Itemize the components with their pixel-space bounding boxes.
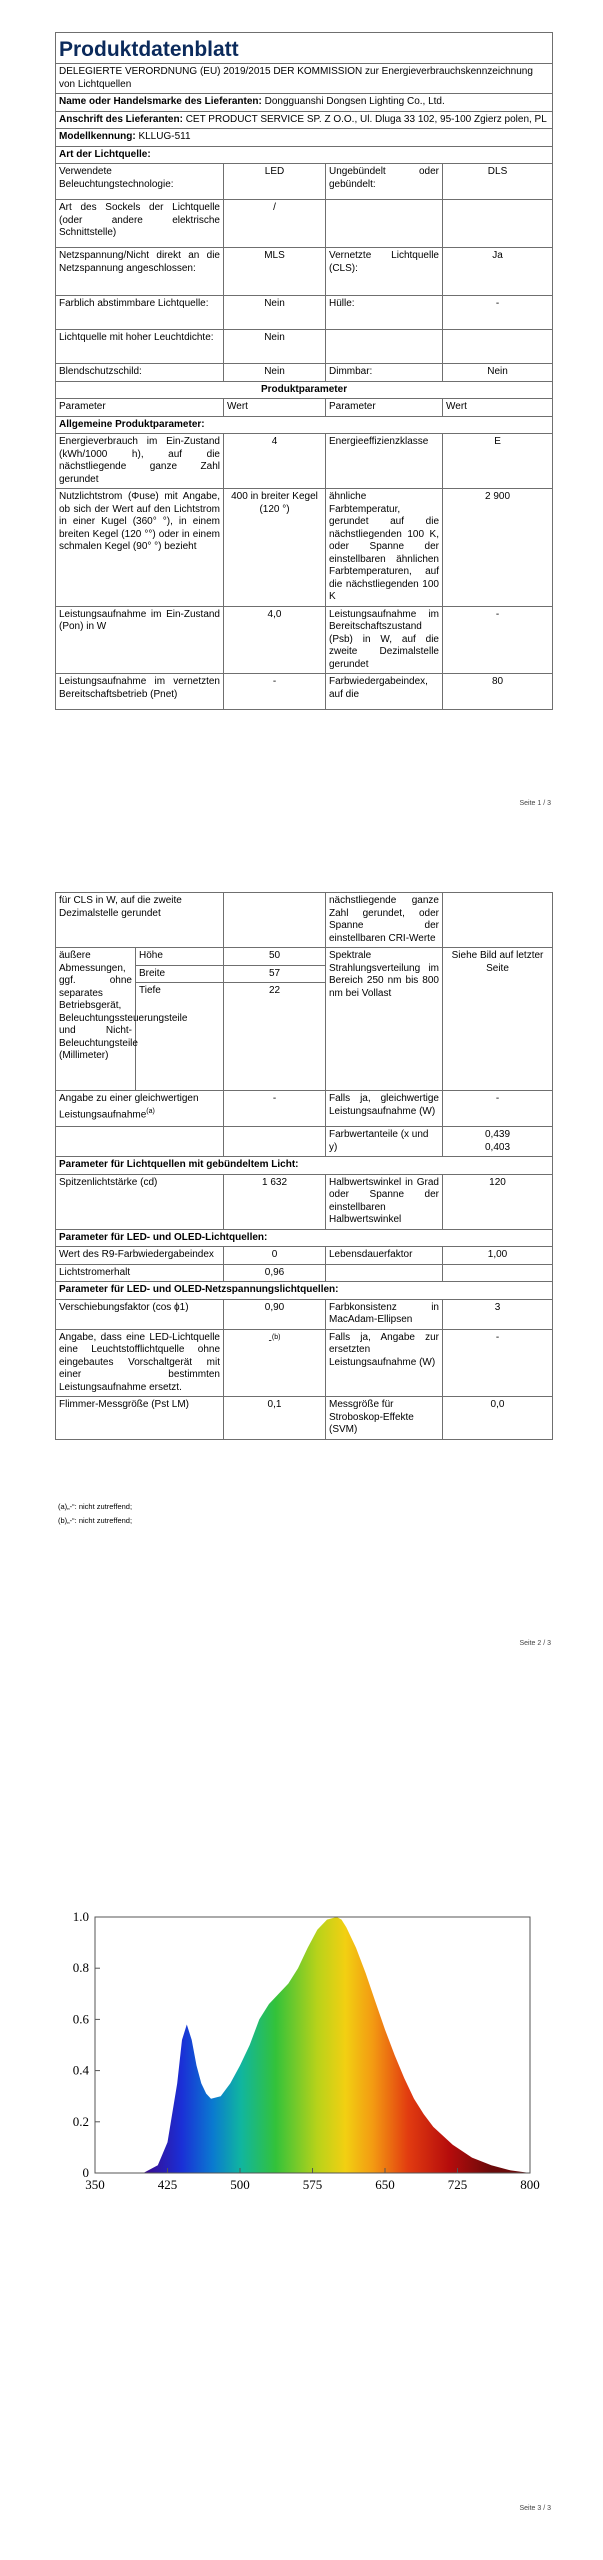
row-label: Farblich abstimmbare Lichtquelle: [56, 296, 224, 330]
row-label: Netzspannung/Nicht direkt an die Netzspannung angeschlossen: [56, 248, 224, 296]
row-label: Leistungsaufnahme im Ein-Zustand (Pon) in W [56, 606, 224, 674]
product-params-heading: Produktparameter [56, 381, 553, 399]
dim-label: Breite [136, 965, 224, 983]
page-1 [0, 0, 603, 820]
footnote-a: (a)„-“: nicht zutreffend; [58, 1502, 133, 1511]
row-label: Messgröße für Stroboskop-Effekte (SVM) [326, 1397, 443, 1440]
col-header-value: Wert [224, 399, 326, 417]
y-tick-label: 0 [82, 2165, 89, 2180]
page-number: Seite 2 / 3 [519, 1640, 551, 1647]
row-label: Halbwertswinkel in Grad oder Spanne der einstellbaren Halbwertswinkel [326, 1174, 443, 1229]
directional-heading: Parameter für Lichtquellen mit gebündeltem Licht: [56, 1157, 553, 1175]
row-label: Spitzenlichtstärke (cd) [56, 1174, 224, 1229]
y-tick-label: 1.0 [72, 1909, 89, 1924]
table-row [56, 248, 553, 296]
page-number: Seite 1 / 3 [519, 800, 551, 807]
dim-value: 22 [224, 983, 326, 1091]
x-tick-label: 500 [230, 2177, 250, 2192]
row-value: 0,96 [224, 1264, 326, 1282]
row-label: Verwendete Beleuchtungstechnologie: [56, 164, 224, 200]
row-label: Nutzlichtstrom (Φuse) mit Angabe, ob sich der Wert auf den Lichtstrom in einer Kugel (360° °), in einem breiten Kegel (120 °°) oder in einem schmalen Kegel (90° °) bezieht [56, 489, 224, 607]
table-row [56, 434, 553, 489]
table-row [56, 489, 553, 607]
row-value: Ja [443, 248, 553, 296]
regulation-text: DELEGIERTE VERORDNUNG (EU) 2019/2015 DER KOMMISSION zur Energieverbrauchskennzeichnung von Lichtquellen [56, 64, 553, 94]
row-label: Lichtstromerhalt [56, 1264, 224, 1282]
footnote-ref: (a) [146, 1107, 155, 1115]
row-value: 0,1 [224, 1397, 326, 1440]
row-value: - [443, 1091, 553, 1127]
table-row [56, 1091, 553, 1127]
row-value: 0 [224, 1247, 326, 1265]
table-row [56, 164, 553, 200]
y-tick-label: 0.6 [72, 2011, 89, 2027]
col-header-parameter: Parameter [56, 399, 224, 417]
table-row [56, 1174, 553, 1229]
row-value: Nein [224, 296, 326, 330]
row-label: Energieeffizienzklasse [326, 434, 443, 489]
chroma-x: 0,439 [484, 1129, 511, 1140]
replace-value: - [268, 1334, 272, 1346]
row-value [224, 1329, 326, 1397]
row-label: Leistungsaufnahme im vernetzten Bereitschaftsbetrieb (Pnet) [56, 674, 224, 710]
row-value: 4 [224, 434, 326, 489]
dimensions-row [56, 948, 553, 966]
row-label: Ungebündelt oder gebündelt: [326, 164, 443, 200]
spectrum-svg [50, 1905, 560, 2205]
x-tick-label: 650 [375, 2177, 395, 2192]
row-value: 4,0 [224, 606, 326, 674]
spectral-label: Spektrale Strahlungsverteilung im Bereich 250 nm bis 800 nm bei Vollast [326, 948, 443, 1091]
chroma-y: 0,403 [484, 1141, 511, 1153]
supplier-name-row [56, 94, 553, 112]
dim-label: Höhe [136, 948, 224, 966]
table-row [56, 1127, 553, 1157]
table-row [56, 1247, 553, 1265]
x-tick-label: 800 [520, 2177, 540, 2192]
row-label: Wert des R9-Farbwiedergabeindex [56, 1247, 224, 1265]
row-value: - [443, 606, 553, 674]
column-header-row [56, 399, 553, 417]
table-row [56, 606, 553, 674]
row-value: 120 [443, 1174, 553, 1229]
footnote-b: (b)„-“: nicht zutreffend; [58, 1516, 133, 1525]
supplier-address-label: Anschrift des Lieferanten: [59, 113, 183, 125]
row-label: Falls ja, Angabe zur ersetzten Leistungsaufnahme (W) [326, 1329, 443, 1397]
row-label: Falls ja, gleichwertige Leistungsaufnahme (W) [326, 1091, 443, 1127]
row-label: für CLS in W, auf die zweite Dezimalstelle gerundet [56, 893, 224, 948]
table-row [56, 364, 553, 382]
table-row [56, 1397, 553, 1440]
row-value: / [224, 200, 326, 248]
supplier-name-label: Name oder Handelsmarke des Lieferanten: [59, 96, 262, 107]
spectral-distribution-chart [50, 1905, 560, 2205]
row-value: DLS [443, 164, 553, 200]
row-value: Nein [224, 364, 326, 382]
row-value: 0,0 [443, 1397, 553, 1440]
row-label [326, 200, 443, 248]
row-label: Lebensdauerfaktor [326, 1247, 443, 1265]
supplier-name: Dongguanshi Dongsen Lighting Co., Ltd. [264, 96, 445, 107]
model-row [56, 129, 553, 147]
document-title: Produktdatenblatt [56, 33, 553, 64]
y-tick-label: 0.4 [72, 2062, 89, 2078]
model-id: KLLUG-511 [138, 131, 191, 142]
y-tick-label: 0.8 [72, 1960, 89, 1976]
row-value: - [443, 296, 553, 330]
row-value: LED [224, 164, 326, 200]
row-label: Art des Sockels der Lichtquelle (oder andere elektrische Schnittstelle) [56, 200, 224, 248]
footnote-ref: (b) [271, 1333, 281, 1341]
table-row [56, 893, 553, 948]
table-row [56, 674, 553, 710]
row-label: Verschiebungsfaktor (cos ϕ1) [56, 1299, 224, 1329]
row-label: Blendschutzschild: [56, 364, 224, 382]
model-label: Modellkennung: [59, 131, 136, 142]
dim-label: Tiefe [136, 983, 224, 1091]
x-tick-label: 575 [302, 2177, 323, 2192]
row-label: ähnliche Farbtemperatur, gerundet auf die nächstliegenden 100 K, oder Spanne der einstellbaren ähnlichen Farbtemperaturen, auf die nächstliegenden 100 K [326, 489, 443, 607]
row-value: 80 [443, 674, 553, 710]
row-label [326, 330, 443, 364]
row-label: Angabe, dass eine LED-Lichtquelle eine Leuchtstofflichtquelle ohne eingebautes Vorschaltgerät mit einer bestimmten Leistungsaufnahme ersetzt. [56, 1329, 224, 1397]
row-label: Lichtquelle mit hoher Leuchtdichte: [56, 330, 224, 364]
led-heading: Parameter für LED- und OLED-Lichtquellen: [56, 1229, 553, 1247]
row-value [443, 330, 553, 364]
row-value: 1 632 [224, 1174, 326, 1229]
row-label: Leistungsaufnahme im Bereitschaftszustand (Psb) in W, auf die zweite Dezimalstelle gerundet [326, 606, 443, 674]
x-tick-label: 350 [85, 2177, 105, 2192]
row-value: 1,00 [443, 1247, 553, 1265]
table-row [56, 330, 553, 364]
row-label: Farbwiedergabeindex, auf die [326, 674, 443, 710]
supplier-address: CET PRODUCT SERVICE SP. Z O.O., Ul. Dluga 33 102, 95-100 Zgierz polen, PL [185, 113, 547, 125]
row-value: Nein [224, 330, 326, 364]
row-label: Farbkonsistenz in MacAdam-Ellipsen [326, 1299, 443, 1329]
general-params-heading: Allgemeine Produktparameter: [56, 416, 553, 434]
row-value [443, 1127, 553, 1157]
row-label: nächstliegende ganze Zahl gerundet, oder Spanne der einstellbaren CRI-Werte [326, 893, 443, 948]
col-header-parameter: Parameter [326, 399, 443, 417]
x-tick-label: 725 [447, 2177, 468, 2192]
table-row [56, 296, 553, 330]
spectrum-area [95, 1917, 530, 2173]
x-tick-label: 425 [157, 2177, 178, 2192]
table-row [56, 1329, 553, 1397]
row-value: - [443, 1329, 553, 1397]
spectral-value: Siehe Bild auf letzter Seite [443, 948, 553, 1091]
col-header-value: Wert [443, 399, 553, 417]
row-value: - [224, 1091, 326, 1127]
dim-value: 57 [224, 965, 326, 983]
equiv-label: Angabe zu einer gleichwertigen Leistungsaufnahme [59, 1093, 199, 1120]
light-source-type-heading: Art der Lichtquelle: [56, 146, 553, 164]
table-row [56, 200, 553, 248]
dim-value: 50 [224, 948, 326, 966]
row-value: Nein [443, 364, 553, 382]
row-value: E [443, 434, 553, 489]
row-label: Hülle: [326, 296, 443, 330]
dimensions-label: äußere Abmessungen, ggf. ohne separates Betriebsgerät, Beleuchtungssteuerungsteile und Nicht-Beleuchtungsteile (Millimeter) [56, 948, 136, 1091]
row-value [443, 200, 553, 248]
mains-heading: Parameter für LED- und OLED-Netzspannungslichtquellen: [56, 1282, 553, 1300]
y-tick-label: 0.2 [72, 2113, 89, 2129]
datasheet-table-page-2 [55, 892, 553, 1440]
page-number: Seite 3 / 3 [519, 2505, 551, 2512]
row-label: Energieverbrauch im Ein-Zustand (kWh/1000 h), auf die nächstliegende ganze Zahl gerundet [56, 434, 224, 489]
row-value: 3 [443, 1299, 553, 1329]
row-label: Dimmbar: [326, 364, 443, 382]
row-value: 0,90 [224, 1299, 326, 1329]
row-label: Vernetzte Lichtquelle (CLS): [326, 248, 443, 296]
table-row [56, 1299, 553, 1329]
row-value: 400 in breiter Kegel (120 °) [224, 489, 326, 607]
supplier-address-row [56, 111, 553, 129]
row-label: Flimmer-Messgröße (Pst LM) [56, 1397, 224, 1440]
datasheet-table-page-1 [55, 32, 553, 710]
row-value: 2 900 [443, 489, 553, 607]
table-row [56, 1264, 553, 1282]
row-value: MLS [224, 248, 326, 296]
row-value: - [224, 674, 326, 710]
row-label: Farbwertanteile (x und y) [326, 1127, 443, 1157]
row-label [56, 1091, 224, 1127]
